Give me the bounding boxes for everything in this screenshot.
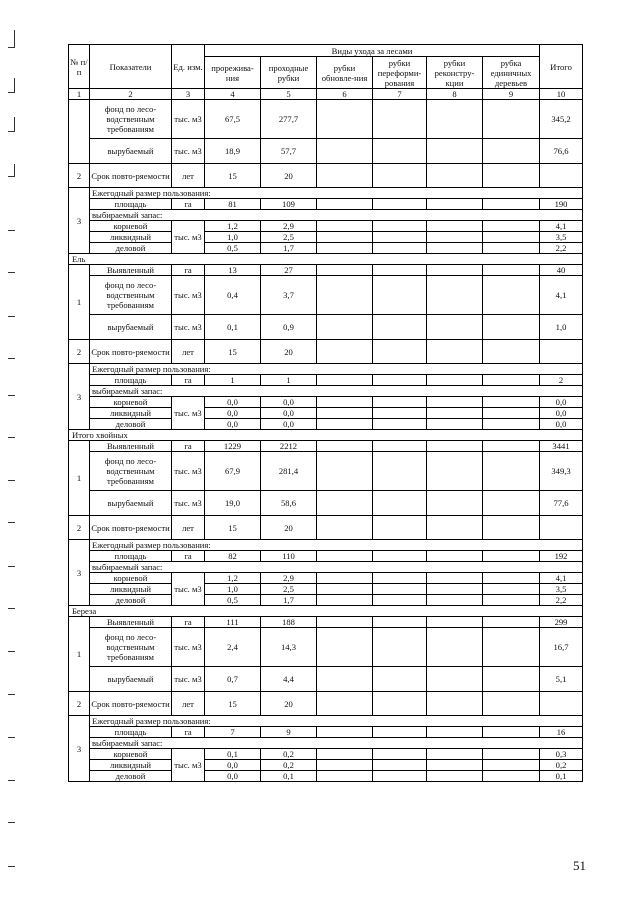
row-unit: тыс. м3 <box>172 749 205 782</box>
cell-total: 349,3 <box>540 452 583 491</box>
cell-thinning: 0,0 <box>205 397 261 408</box>
cell-total: 299 <box>540 617 583 628</box>
margin-tick <box>8 358 15 359</box>
cell-thinning: 19,0 <box>205 491 261 516</box>
row-no: 1 <box>69 265 90 340</box>
row-label: ликвидный <box>90 760 172 771</box>
cell-passage: 0,1 <box>261 771 317 782</box>
table-row <box>69 692 583 716</box>
margin-tick <box>8 92 15 93</box>
margin-tick <box>14 30 15 48</box>
margin-tick <box>8 566 15 567</box>
cell-total: 0,3 <box>540 749 583 760</box>
header-passage: проходные рубки <box>261 57 317 89</box>
table-row <box>69 408 583 419</box>
row-label: ликвидный <box>90 584 172 595</box>
cell-total: 190 <box>540 199 583 210</box>
cell-passage: 1,7 <box>261 243 317 254</box>
annual-heading: Ежегодный размер пользования: <box>90 540 583 551</box>
header-col-number: 4 <box>205 89 261 100</box>
cell-thinning: 82 <box>205 551 261 562</box>
cell-passage: 0,9 <box>261 315 317 340</box>
cell-passage: 0,0 <box>261 397 317 408</box>
cell-passage: 0,0 <box>261 408 317 419</box>
stock-heading: выбираемый запас: <box>90 386 583 397</box>
row-label: вырубаемый <box>90 139 172 164</box>
cell-thinning: 15 <box>205 516 261 540</box>
row-unit: лет <box>172 516 205 540</box>
page-number: 51 <box>573 858 586 873</box>
cell-thinning: 0,4 <box>205 276 261 315</box>
margin-tick <box>8 131 15 132</box>
header-group-title: Виды ухода за лесами <box>205 45 540 57</box>
row-no: 2 <box>69 340 90 364</box>
cell-total: 3,5 <box>540 232 583 243</box>
stock-heading: выбираемый запас: <box>90 738 583 749</box>
cell-total: 77,6 <box>540 491 583 516</box>
cell-total: 16 <box>540 727 583 738</box>
row-label: деловой <box>90 419 172 430</box>
cell-total: 2 <box>540 375 583 386</box>
margin-tick <box>8 437 15 438</box>
forest-care-table <box>68 44 583 782</box>
cell-thinning: 15 <box>205 164 261 188</box>
table-row <box>69 188 583 199</box>
cell-total: 16,7 <box>540 628 583 667</box>
table-row <box>69 210 583 221</box>
cell-passage: 110 <box>261 551 317 562</box>
header-indicators: Показатели <box>90 45 172 89</box>
cell-passage: 109 <box>261 199 317 210</box>
cell-total: 4,1 <box>540 221 583 232</box>
row-label: Срок повто-ряемости <box>90 692 172 716</box>
row-label: деловой <box>90 595 172 606</box>
cell-passage: 20 <box>261 164 317 188</box>
table-row <box>69 749 583 760</box>
cell-passage: 1,7 <box>261 595 317 606</box>
margin-tick <box>8 522 15 523</box>
table-row <box>69 573 583 584</box>
row-label: корневой <box>90 397 172 408</box>
row-no: 2 <box>69 692 90 716</box>
cell-passage: 2,9 <box>261 573 317 584</box>
cell-total: 76,6 <box>540 139 583 164</box>
cell-passage: 9 <box>261 727 317 738</box>
cell-thinning: 1,2 <box>205 221 261 232</box>
cell-total: 4,1 <box>540 573 583 584</box>
cell-total: 0,1 <box>540 771 583 782</box>
cell-thinning: 1229 <box>205 441 261 452</box>
margin-tick <box>8 608 15 609</box>
row-unit: лет <box>172 340 205 364</box>
header-col-number: 8 <box>427 89 483 100</box>
cell-thinning: 0,5 <box>205 595 261 606</box>
cell-passage: 20 <box>261 692 317 716</box>
binding-margin-marks <box>6 0 20 905</box>
cell-thinning: 67,9 <box>205 452 261 491</box>
section-title-row <box>69 606 583 617</box>
row-label: Выявленный <box>90 441 172 452</box>
header-col-number: 3 <box>172 89 205 100</box>
header-thinning: прорежива-ния <box>205 57 261 89</box>
row-label: корневой <box>90 573 172 584</box>
cell-passage: 2,9 <box>261 221 317 232</box>
row-label: деловой <box>90 771 172 782</box>
header-unit: Ед. изм. <box>172 45 205 89</box>
margin-tick <box>8 866 15 867</box>
row-unit: га <box>172 551 205 562</box>
row-label: фонд по лесо-водственным требованиям <box>90 276 172 315</box>
cell-total: 40 <box>540 265 583 276</box>
header-renewal: рубки обновле-ния <box>317 57 373 89</box>
table-row <box>69 516 583 540</box>
table-row <box>69 364 583 375</box>
margin-tick <box>8 780 15 781</box>
header-col-number: 1 <box>69 89 90 100</box>
row-label: площадь <box>90 727 172 738</box>
section-title: Ель <box>69 254 583 265</box>
row-no: 3 <box>69 716 90 782</box>
cell-passage: 2,5 <box>261 584 317 595</box>
row-label: фонд по лесо-водственным требованиям <box>90 100 172 139</box>
table-row <box>69 540 583 551</box>
row-unit: га <box>172 617 205 628</box>
cell-total: 0,2 <box>540 760 583 771</box>
cell-total: 0,0 <box>540 419 583 430</box>
cell-thinning: 67,5 <box>205 100 261 139</box>
cell-total: 3441 <box>540 441 583 452</box>
cell-thinning: 0,0 <box>205 771 261 782</box>
cell-thinning: 0,1 <box>205 749 261 760</box>
cell-thinning: 0,0 <box>205 408 261 419</box>
cell-total: 3,5 <box>540 584 583 595</box>
cell-passage: 58,6 <box>261 491 317 516</box>
margin-tick <box>14 117 15 131</box>
table-row <box>69 551 583 562</box>
cell-passage: 14,3 <box>261 628 317 667</box>
margin-tick <box>8 694 15 695</box>
margin-tick <box>8 822 15 823</box>
margin-tick <box>8 395 15 396</box>
row-label: фонд по лесо-водственным требованиям <box>90 628 172 667</box>
margin-tick <box>8 316 15 317</box>
row-unit: га <box>172 199 205 210</box>
row-unit: тыс. м3 <box>172 452 205 491</box>
row-label: фонд по лесо-водственным требованиям <box>90 452 172 491</box>
cell-thinning: 18,9 <box>205 139 261 164</box>
table-row <box>69 386 583 397</box>
row-no: 3 <box>69 540 90 606</box>
header-reconstruction: рубки реконстру-кции <box>427 57 483 89</box>
row-unit: тыс. м3 <box>172 221 205 254</box>
row-unit: тыс. м3 <box>172 315 205 340</box>
row-unit: лет <box>172 692 205 716</box>
row-label: площадь <box>90 199 172 210</box>
row-unit: га <box>172 727 205 738</box>
cell-total: 345,2 <box>540 100 583 139</box>
row-label: Срок повто-ряемости <box>90 340 172 364</box>
row-label: ликвидный <box>90 232 172 243</box>
header-no: № п/ п <box>69 45 90 89</box>
table-row <box>69 315 583 340</box>
table-row <box>69 667 583 692</box>
table-row <box>69 760 583 771</box>
section-title-row <box>69 430 583 441</box>
table-row <box>69 375 583 386</box>
annual-heading: Ежегодный размер пользования: <box>90 188 583 199</box>
margin-tick <box>14 78 15 92</box>
cell-thinning: 1,0 <box>205 232 261 243</box>
cell-thinning: 0,1 <box>205 315 261 340</box>
row-unit: га <box>172 265 205 276</box>
row-no <box>69 100 90 164</box>
header-reform: рубки переформи-рования <box>373 57 427 89</box>
header-col-number: 9 <box>483 89 540 100</box>
cell-passage: 277,7 <box>261 100 317 139</box>
row-label: вырубаемый <box>90 667 172 692</box>
row-label: корневой <box>90 749 172 760</box>
table-row <box>69 340 583 364</box>
row-label: вырубаемый <box>90 491 172 516</box>
row-label: Выявленный <box>90 617 172 628</box>
row-unit: тыс. м3 <box>172 667 205 692</box>
cell-passage: 20 <box>261 516 317 540</box>
table-row <box>69 562 583 573</box>
cell-passage: 20 <box>261 340 317 364</box>
margin-tick <box>8 230 15 231</box>
cell-passage: 188 <box>261 617 317 628</box>
margin-tick <box>8 480 15 481</box>
margin-tick <box>8 272 15 273</box>
margin-tick <box>8 737 15 738</box>
header-total: Итого <box>540 45 583 89</box>
cell-thinning: 0,7 <box>205 667 261 692</box>
row-label: Выявленный <box>90 265 172 276</box>
cell-thinning: 81 <box>205 199 261 210</box>
row-label: деловой <box>90 243 172 254</box>
header-col-number: 2 <box>90 89 172 100</box>
table-row <box>69 491 583 516</box>
cell-passage: 281,4 <box>261 452 317 491</box>
cell-total: 4,1 <box>540 276 583 315</box>
cell-passage: 0,0 <box>261 419 317 430</box>
table-row <box>69 243 583 254</box>
row-no: 3 <box>69 364 90 430</box>
row-unit: га <box>172 375 205 386</box>
header-col-number: 6 <box>317 89 373 100</box>
cell-passage: 4,4 <box>261 667 317 692</box>
margin-tick <box>8 47 15 48</box>
stock-heading: выбираемый запас: <box>90 562 583 573</box>
cell-thinning: 0,5 <box>205 243 261 254</box>
cell-passage: 27 <box>261 265 317 276</box>
cell-passage: 2212 <box>261 441 317 452</box>
row-unit: га <box>172 441 205 452</box>
margin-tick <box>14 164 15 176</box>
table-row <box>69 628 583 667</box>
annual-heading: Ежегодный размер пользования: <box>90 364 583 375</box>
table-row <box>69 221 583 232</box>
margin-tick <box>8 176 15 177</box>
cell-total: 5,1 <box>540 667 583 692</box>
row-unit: лет <box>172 164 205 188</box>
row-no: 1 <box>69 617 90 692</box>
cell-passage: 0,2 <box>261 749 317 760</box>
table-row <box>69 100 583 139</box>
annual-heading: Ежегодный размер пользования: <box>90 716 583 727</box>
header-col-number: 7 <box>373 89 427 100</box>
table-row <box>69 595 583 606</box>
table-row <box>69 452 583 491</box>
row-label: площадь <box>90 375 172 386</box>
section-title: Береза <box>69 606 583 617</box>
cell-total: 192 <box>540 551 583 562</box>
row-label: площадь <box>90 551 172 562</box>
table-row <box>69 738 583 749</box>
table-row <box>69 276 583 315</box>
row-no: 1 <box>69 441 90 516</box>
row-label: ликвидный <box>90 408 172 419</box>
cell-total: 0,0 <box>540 408 583 419</box>
row-unit: тыс. м3 <box>172 397 205 430</box>
cell-passage: 3,7 <box>261 276 317 315</box>
row-label: Срок повто-ряемости <box>90 164 172 188</box>
cell-thinning: 13 <box>205 265 261 276</box>
row-unit: тыс. м3 <box>172 100 205 139</box>
table-row <box>69 716 583 727</box>
cell-thinning: 0,0 <box>205 760 261 771</box>
table-row <box>69 164 583 188</box>
cell-thinning: 1,0 <box>205 584 261 595</box>
section-title: Итого хвойных <box>69 430 583 441</box>
row-label: вырубаемый <box>90 315 172 340</box>
row-label: Срок повто-ряемости <box>90 516 172 540</box>
header-col-number: 5 <box>261 89 317 100</box>
row-label: корневой <box>90 221 172 232</box>
table-row <box>69 441 583 452</box>
row-no: 2 <box>69 516 90 540</box>
cell-thinning: 2,4 <box>205 628 261 667</box>
cell-thinning: 1 <box>205 375 261 386</box>
cell-total: 1,0 <box>540 315 583 340</box>
header-single-trees: рубка единичных деревьев <box>483 57 540 89</box>
table-row <box>69 139 583 164</box>
cell-passage: 1 <box>261 375 317 386</box>
table-row <box>69 584 583 595</box>
row-unit: тыс. м3 <box>172 139 205 164</box>
table-row <box>69 232 583 243</box>
table-row <box>69 617 583 628</box>
header-col-number: 10 <box>540 89 583 100</box>
cell-thinning: 15 <box>205 340 261 364</box>
table-row <box>69 419 583 430</box>
table-row <box>69 727 583 738</box>
cell-passage: 57,7 <box>261 139 317 164</box>
cell-thinning: 1,2 <box>205 573 261 584</box>
cell-thinning: 7 <box>205 727 261 738</box>
cell-total: 2,2 <box>540 243 583 254</box>
cell-thinning: 111 <box>205 617 261 628</box>
row-unit: тыс. м3 <box>172 628 205 667</box>
row-no: 3 <box>69 188 90 254</box>
row-unit: тыс. м3 <box>172 276 205 315</box>
cell-total: 2,2 <box>540 595 583 606</box>
row-no: 2 <box>69 164 90 188</box>
cell-passage: 0,2 <box>261 760 317 771</box>
stock-heading: выбираемый запас: <box>90 210 583 221</box>
table-row <box>69 771 583 782</box>
cell-thinning: 15 <box>205 692 261 716</box>
row-unit: тыс. м3 <box>172 491 205 516</box>
cell-passage: 2,5 <box>261 232 317 243</box>
cell-thinning: 0,0 <box>205 419 261 430</box>
table-row <box>69 397 583 408</box>
table-row <box>69 265 583 276</box>
table-row <box>69 199 583 210</box>
cell-total: 0,0 <box>540 397 583 408</box>
section-title-row <box>69 254 583 265</box>
margin-tick <box>8 651 15 652</box>
row-unit: тыс. м3 <box>172 573 205 606</box>
